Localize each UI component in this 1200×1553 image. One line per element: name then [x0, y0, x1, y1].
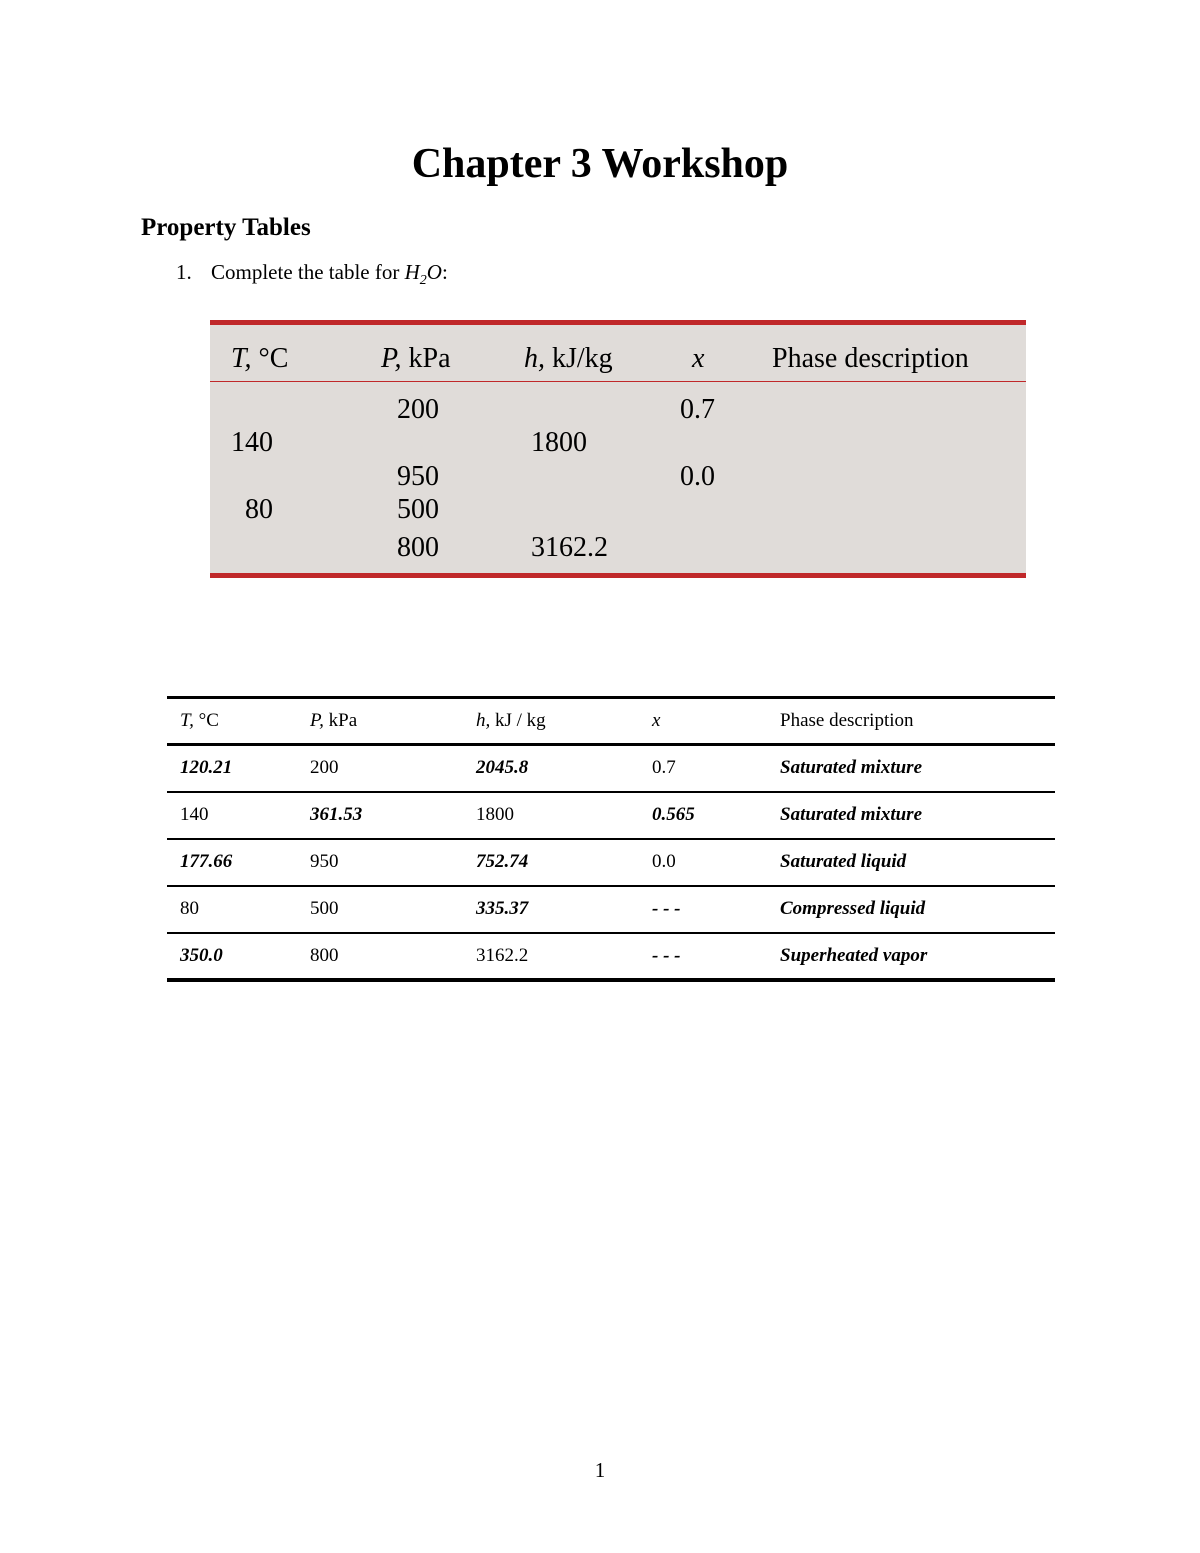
answer-table-header: [167, 698, 1055, 745]
page-number: 1: [594, 1458, 606, 1482]
problem-header-temperature: T, °C: [231, 343, 289, 374]
answer-cell: 335.37: [476, 898, 529, 919]
page-title: Chapter 3 Workshop: [411, 141, 789, 187]
table-row: [167, 933, 1055, 980]
problem-header-enthalpy: h, kJ/kg: [524, 343, 613, 374]
water-formula: [404, 260, 442, 289]
given-cell: 1800: [476, 804, 514, 825]
answer-cell: Compressed liquid: [780, 898, 926, 919]
given-cell: 140: [180, 804, 209, 825]
answer-cell: 361.53: [310, 804, 363, 825]
answer-cell: - - -: [652, 898, 681, 919]
question-number: 1.: [176, 260, 192, 284]
problem-cell: 1800: [531, 427, 587, 458]
problem-table: [210, 320, 1026, 578]
answer-cell: 177.66: [180, 851, 233, 872]
problem-cell: 3162.2: [531, 532, 608, 563]
answer-cell: 2045.8: [476, 757, 529, 779]
problem-cell: 800: [397, 532, 439, 563]
formula-h: H: [404, 260, 420, 284]
answer-cell: Saturated liquid: [780, 851, 907, 872]
formula-o: O: [426, 260, 442, 284]
answer-cell: Saturated mixture: [780, 757, 922, 779]
table-row: [167, 839, 1055, 886]
section-heading: Property Tables: [141, 214, 311, 241]
problem-cell: 140: [231, 427, 273, 458]
answer-header-enthalpy: h, kJ / kg: [476, 710, 546, 731]
answer-header-quality: x: [652, 710, 661, 731]
problem-cell: 500: [397, 494, 439, 525]
problem-cell: 200: [397, 394, 439, 425]
answer-cell: Superheated vapor: [780, 944, 928, 966]
given-cell: 0.0: [652, 851, 676, 872]
table-row: [167, 792, 1055, 839]
problem-cell: 0.7: [680, 394, 715, 425]
problem-cell: 950: [397, 461, 439, 492]
answer-cell: 120.21: [180, 757, 233, 779]
problem-header-phase: Phase description: [772, 343, 969, 374]
answer-cell: 752.74: [476, 851, 529, 872]
answer-table: [167, 696, 1055, 982]
question-text: Complete the table for: [211, 260, 405, 284]
problem-cell: 0.0: [680, 461, 715, 492]
table-row: [167, 745, 1055, 792]
table-row: [167, 886, 1055, 933]
given-cell: 950: [310, 851, 339, 872]
given-cell: 80: [180, 898, 199, 919]
answer-cell: Saturated mixture: [780, 804, 922, 825]
given-cell: 500: [310, 898, 339, 919]
answer-header-phase: Phase description: [780, 710, 914, 731]
given-cell: 0.7: [652, 757, 676, 779]
question-colon: :: [441, 260, 448, 284]
answer-cell: 350.0: [180, 944, 223, 966]
problem-header-pressure: P, kPa: [381, 343, 451, 374]
question-1: [176, 260, 448, 289]
formula-subscript: 2: [419, 273, 427, 289]
given-cell: 200: [310, 757, 339, 779]
answer-cell: 0.565: [652, 804, 695, 825]
answer-header-temperature: T, °C: [180, 710, 219, 731]
given-cell: 800: [310, 944, 339, 966]
given-cell: 3162.2: [476, 944, 529, 966]
answer-header-pressure: P, kPa: [310, 710, 358, 731]
problem-cell: 80: [245, 494, 273, 525]
problem-header-quality: x: [692, 343, 705, 374]
answer-cell: - - -: [652, 944, 681, 966]
